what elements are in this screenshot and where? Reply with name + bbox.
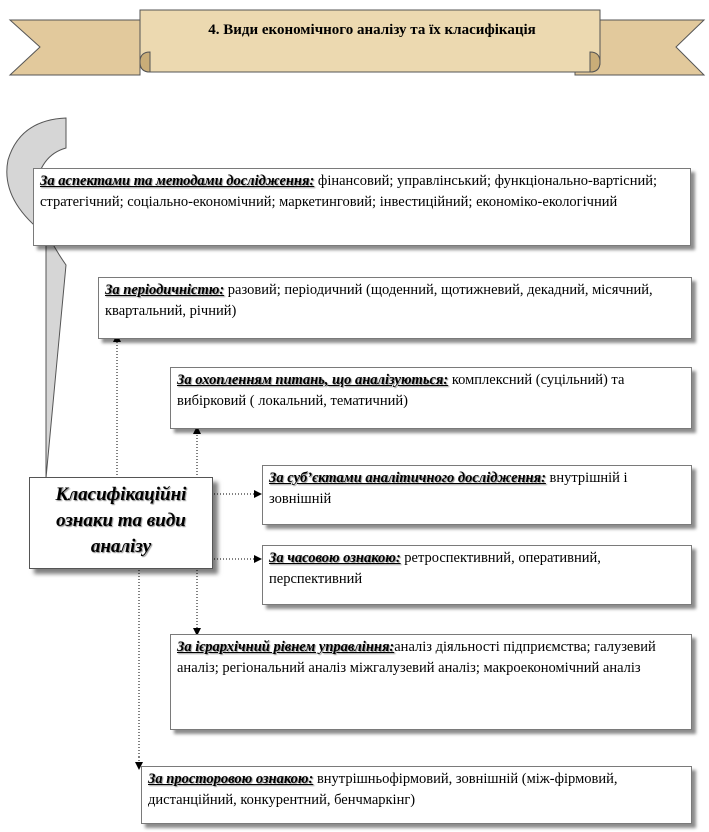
box-text: комплексний (суцільний) та вибірковий ( локальний, тематичний) <box>177 372 625 409</box>
classification-box-time <box>262 545 692 605</box>
box-label: За суб’єктами аналітичного дослідження: <box>269 470 546 486</box>
classification-box-spatial <box>141 766 692 824</box>
box-label: За ієрархічний рівнем управління: <box>177 639 395 655</box>
classification-box-hierarchy <box>170 634 692 730</box>
classification-box-aspects <box>33 168 691 246</box>
box-text: внутрішньофірмовий, зовнішній (між-фірмовий, дистанційний, конкурентний, бенчмаркінг) <box>148 771 618 808</box>
box-label: За просторовою ознакою: <box>148 771 314 787</box>
box-label: За часовою ознакою: <box>269 550 401 566</box>
center-line-3: аналізу <box>90 536 152 557</box>
center-line-1: Класифікаційні <box>55 484 187 505</box>
classification-box-subjects <box>262 465 692 525</box>
classification-center-box <box>29 477 213 569</box>
box-label: За періодичністю: <box>105 282 225 298</box>
page-title: 4. Види економічного аналізу та їх класифікація <box>208 22 536 38</box>
box-label: За охопленням питань, що аналізуються: <box>177 372 449 388</box>
classification-box-periodicity <box>98 277 692 339</box>
center-line-2: ознаки та види <box>56 510 186 531</box>
box-text: разовий; періодичний (щоденний, щотижневий, декадний, місячний, квартальний, річний) <box>105 282 653 319</box>
box-text: аналіз діяльності підприємства; галузевий аналіз; регіональний аналіз міжгалузевий аналіз; макроекономічний аналіз <box>177 639 656 676</box>
classification-box-coverage <box>170 367 692 429</box>
box-label: За аспектами та методами дослідження: <box>40 173 315 189</box>
box-text: ретроспективний, оперативний, перспективний <box>269 550 601 587</box>
box-text: фінансовий; управлінський; функціонально-вартісний; стратегічний; соціально-економічний; маркетинговий; інвестиційний; економіко-екологічний <box>40 173 658 210</box>
box-text: внутрішній і зовнішній <box>269 470 628 507</box>
